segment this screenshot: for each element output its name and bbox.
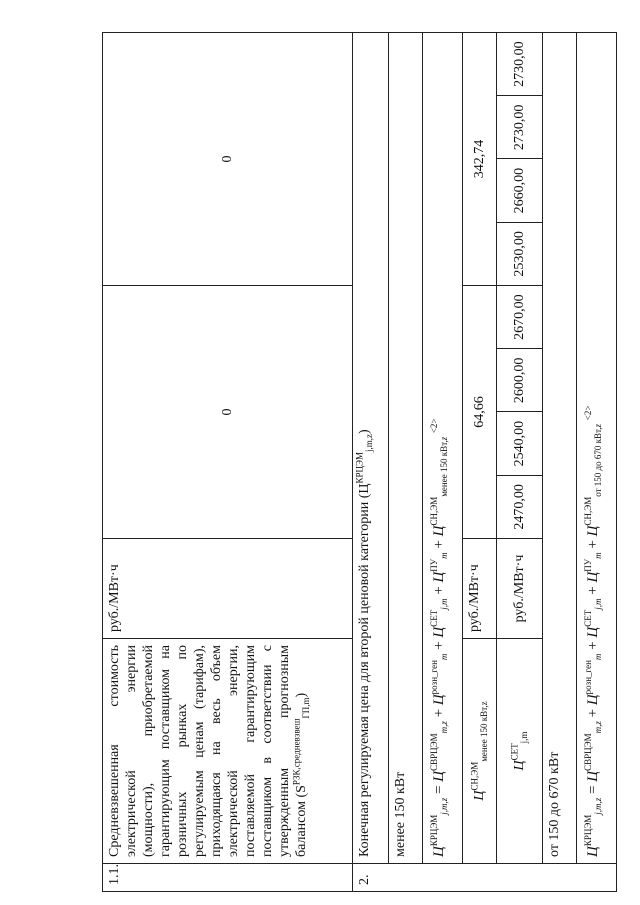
set-value-6: 2660,00 [497,159,543,222]
set-value-5: 2530,00 [497,222,543,285]
row-unit: руб./МВт·ч [103,539,353,639]
row-number: 1.1. [103,864,353,892]
set-value-2: 2540,00 [497,412,543,475]
set-value-3: 2600,00 [497,349,543,412]
tariff-table [102,32,617,892]
formula-text: $Ц^{КРЦЭМ}_{j,m,z} = Ц^{СВРЦЭМ}_{m,z} + Ц^{розн\_ген}_m + Ц^{СЕТ}_{j,m} + Ц^{ПУ}_m + Ц^{СН,ЭМ}_{менее 150 кВт,z}$ $^{<2>}$ [423,33,463,864]
row-value-left: 0 [103,286,353,539]
group-label: менее 150 кВт [389,33,423,864]
row-1-1 [103,33,353,892]
group-150-670 [543,33,577,892]
set-label: $Ц^{СЕТ}_{j,m}$ [497,639,543,864]
group-label: от 150 до 670 кВт [543,33,577,864]
set-unit: руб./МВт·ч [497,539,543,639]
description-text: Средневзвешенная стоимость электрической энергии (мощности), приобретаемой гарантирующим поставщиком на розничных рынках по регулируемым ценам (тарифам), приходящаяся на весь объем электрической энергии, поставляемой гарантирующим поставщиком в соответствии с утвержденным прогнозным балансом [107,645,309,857]
row-2-title: Конечная регулируемая цена для второй ценовой категории $(Ц^{КРЦЭМ}_{j,m,z})$ [353,33,389,864]
set-value-1: 2470,00 [497,475,543,538]
row-2-header [353,33,389,892]
sn-unit: руб./МВт·ч [463,539,497,639]
symbol: $(S^{РЗК,средневзвеш}_{ГП,m})$ [291,692,311,798]
sn-value-left: 64,66 [463,286,497,539]
set-value-7: 2730,00 [497,96,543,159]
sn-label: $Ц^{СН,ЭМ}_{менее 150 кВт,z}$ [463,639,497,864]
row-number: 2. [353,864,617,892]
group-less-150 [389,33,423,892]
row-description [103,639,353,864]
set-value-8: 2730,00 [497,33,543,96]
sn-value-right: 342,74 [463,33,497,286]
formula-less-150 [423,33,463,892]
rotated-table-sheet [102,32,603,892]
formula-text: $Ц^{КРЦЭМ}_{j,m,z} = Ц^{СВРЦЭМ}_{m,z} + Ц^{розн\_ген}_m + Ц^{СЕТ}_{j,m} + Ц^{ПУ}_m + Ц^{СН,ЭМ}_{от 150 до 670 кВт,z}$ $^{<2>}$ [577,33,617,864]
formula-150-670 [577,33,617,892]
set-value-4: 2670,00 [497,286,543,349]
row-value-right: 0 [103,33,353,286]
row-sn-em [463,33,497,892]
row-set [497,33,543,892]
